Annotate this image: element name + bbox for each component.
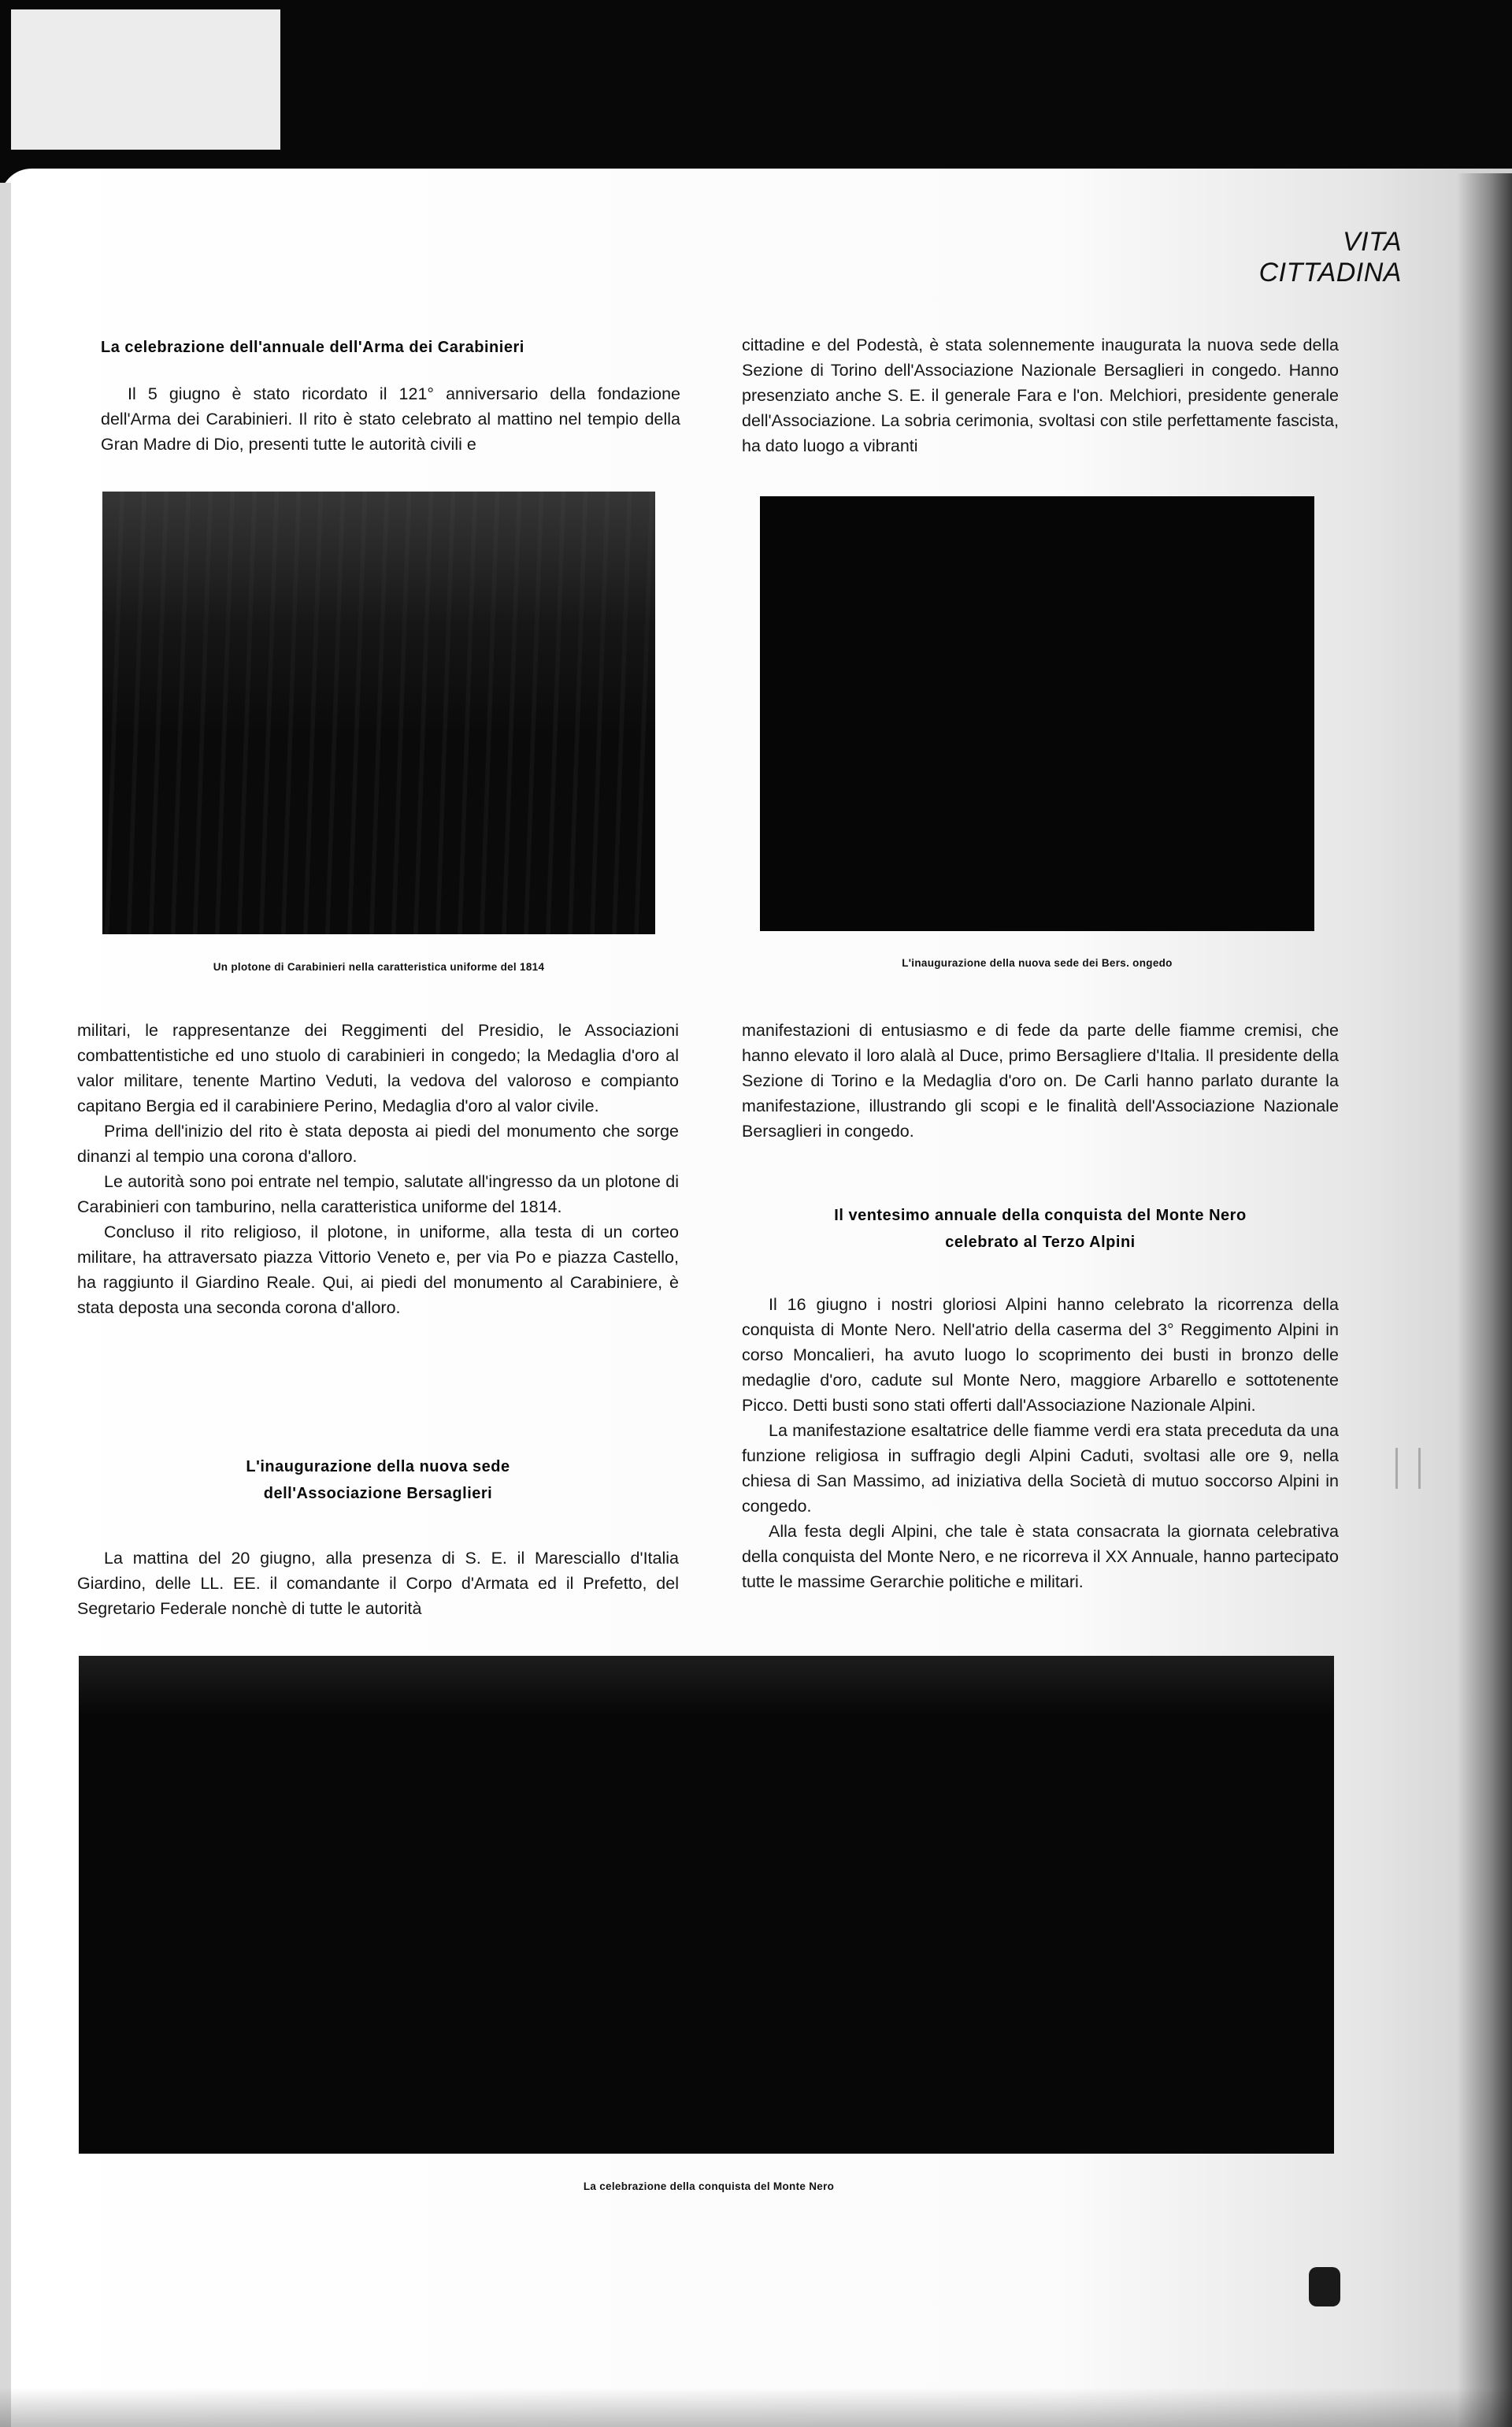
- paragraph: militari, le rappresentanze dei Reggimenti del Presidio, le Associazioni combattentistiche ed uno stuolo di carabinieri in congedo; la Medaglia d'oro al valor militare, tenente Martino Veduti, la vedova del valoroso e compianto capitano Bergia ed il carabiniere Perino, Medaglia d'oro al valor civile.: [77, 1021, 679, 1115]
- page-number-smudge: [1309, 2267, 1340, 2306]
- bersaglieri-photo-caption: L'inaugurazione della nuova sede dei Bers. ongedo: [902, 957, 1173, 969]
- carabinieri-photo: [102, 492, 655, 934]
- bersaglieri-headline: [77, 1453, 679, 1507]
- scan-border-left: [0, 183, 11, 2427]
- carabinieri-intro: [101, 381, 680, 457]
- headline-line: dell'Associazione Bersaglieri: [263, 1485, 493, 1502]
- monte-nero-photo: [79, 1656, 1334, 2154]
- headline-line: celebrato al Terzo Alpini: [945, 1234, 1136, 1251]
- paragraph: Alla festa degli Alpini, che tale è stata consacrata la giornata celebrativa della conquista del Monte Nero, e ne ricorreva il XX Annuale, hanno partecipato tutte le massime Gerarchie politiche e militari.: [742, 1522, 1339, 1591]
- margin-mark: [1395, 1448, 1421, 1489]
- section-header: VITA CITTADINA: [1258, 227, 1402, 288]
- scan-border-right: [1457, 173, 1512, 2427]
- bersaglieri-continued: [742, 332, 1339, 458]
- paragraph: Concluso il rito religioso, il plotone, in uniforme, alla testa di un corteo militare, ha attraversato piazza Vittorio Veneto e, per via Po e piazza Castello, ha raggiunto il Giardino Reale. Qui, ai piedi del monumento al Carabiniere, è stata deposta una seconda corona d'alloro.: [77, 1223, 679, 1317]
- monte-nero-photo-caption: La celebrazione della conquista del Monte Nero: [583, 2180, 835, 2192]
- paragraph: manifestazioni di entusiasmo e di fede da parte delle fiamme cremisi, che hanno elevato il loro alalà al Duce, primo Bersagliere d'Italia. Il presidente della Sezione di Torino e la Medaglia d'oro on. De Carli hanno parlato durante la manifestazione, illustrando gli scopi e le finalità dell'Associazione Nazionale Bersaglieri in congedo.: [742, 1021, 1339, 1141]
- paragraph: Il 5 giugno è stato ricordato il 121° anniversario della fondazione dell'Arma dei Carabinieri. Il rito è stato celebrato al mattino nel tempio della Gran Madre di Dio, presenti tutte le autorità civili e: [101, 384, 680, 454]
- carabinieri-headline: La celebrazione dell'annuale dell'Arma dei Carabinieri: [101, 339, 524, 356]
- carabinieri-photo-caption: Un plotone di Carabinieri nella caratteristica uniforme del 1814: [213, 961, 545, 973]
- alpini-headline: [742, 1202, 1339, 1256]
- paragraph: Prima dell'inizio del rito è stata deposta ai piedi del monumento che sorge dinanzi al tempio una corona d'alloro.: [77, 1122, 679, 1166]
- paragraph: Le autorità sono poi entrate nel tempio, salutate all'ingresso da un plotone di Carabinieri con tamburino, nella caratteristica uniforme del 1814.: [77, 1172, 679, 1216]
- paragraph: La mattina del 20 giugno, alla presenza di S. E. il Maresciallo d'Italia Giardino, delle LL. EE. il comandante il Corpo d'Armata ed il Prefetto, del Segretario Federale nonchè di tutte le autorità: [77, 1549, 679, 1618]
- paragraph: cittadine e del Podestà, è stata solennemente inaugurata la nuova sede della Sezione di Torino dell'Associazione Nazionale Bersaglieri in congedo. Hanno presenziato anche S. E. il generale Fara e l'on. Melchiori, presidente generale dell'Associazione. La sobria cerimonia, svoltasi con stile perfettamente fascista, ha dato luogo a vibranti: [742, 336, 1339, 455]
- bersaglieri-end: [742, 1018, 1339, 1144]
- scan-corner-page: [11, 9, 280, 150]
- bersaglieri-intro: [77, 1546, 679, 1621]
- scan-border-bottom: [0, 2388, 1512, 2427]
- headline-line: L'inaugurazione della nuova sede: [246, 1458, 510, 1475]
- headline-line: Il ventesimo annuale della conquista del Monte Nero: [834, 1207, 1247, 1224]
- bersaglieri-photo: [760, 496, 1314, 931]
- paragraph: La manifestazione esaltatrice delle fiamme verdi era stata preceduta da una funzione religiosa in suffragio degli Alpini Caduti, svoltasi alle ore 9, nella chiesa di San Massimo, ad iniziativa della Società di mutuo soccorso Alpini in congedo.: [742, 1421, 1339, 1516]
- paragraph: Il 16 giugno i nostri gloriosi Alpini hanno celebrato la ricorrenza della conquista di Monte Nero. Nell'atrio della caserma del 3° Reggimento Alpini in corso Moncalieri, ha avuto luogo lo scoprimento dei busti in bronzo delle medaglie d'oro, cadute sul Monte Nero, maggiore Arbarello e sottotenente Picco. Detti busti sono stati offerti dall'Associazione Nazionale Alpini.: [742, 1295, 1339, 1415]
- alpini-body: [742, 1292, 1339, 1594]
- carabinieri-continued: [77, 1018, 679, 1320]
